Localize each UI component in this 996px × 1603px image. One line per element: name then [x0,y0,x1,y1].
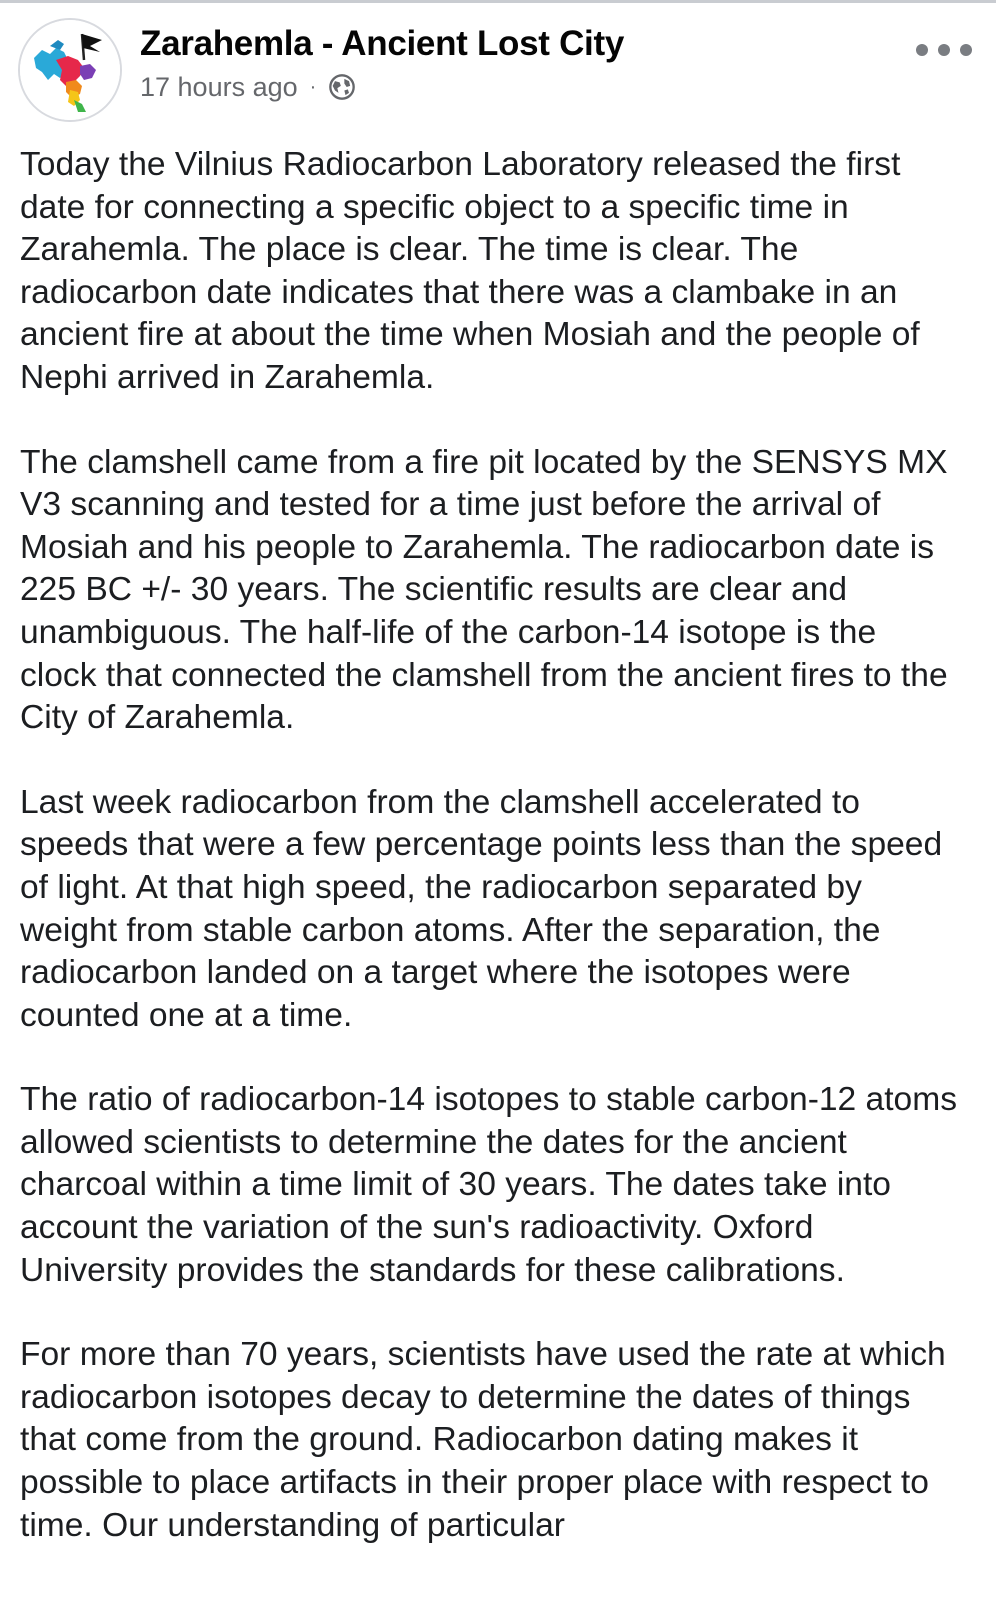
post-header [18,14,978,126]
post-paragraph: Last week radiocarbon from the clamshell accelerated to speeds that were a few percentage points less than the speed of light. At that high speed, the radiocarbon separated by weight from stable carbon atoms. After the separation, the radiocarbon landed on a target where the isotopes were counted one at a time. [20,783,943,1034]
globe-icon[interactable] [328,73,356,101]
page-name-link[interactable]: Zarahemla - Ancient Lost City [140,24,624,63]
post-body [20,144,960,1589]
post-timestamp[interactable]: 17 hours ago [140,71,298,102]
top-divider [0,0,996,3]
more-options-icon [916,44,928,56]
map-logo-icon [20,20,120,120]
more-options-icon [960,44,972,56]
more-options-button[interactable] [916,38,972,62]
page-avatar[interactable] [18,18,122,122]
more-options-icon [938,44,950,56]
post-paragraph: For more than 70 years, scientists have used the rate at which radiocarbon isotopes decay to determine the dates of things that come from the ground. Radiocarbon dating makes it possible to place artifacts in their proper place with respect to time. Our understanding of particular [20,1336,946,1544]
post-paragraph: The ratio of radiocarbon-14 isotopes to stable carbon-12 atoms allowed scientists to determine the dates for the ancient charcoal within a time limit of 30 years. The dates take into account the variation of the sun's radioactivity. Oxford University provides the standards for these calibrations. [20,1081,957,1289]
post-paragraph: The clamshell came from a fire pit located by the SENSYS MX V3 scanning and tested for a time just before the arrival of Mosiah and his people to Zarahemla. The radiocarbon date is 225 BC +/- 30 years. The scientific results are clear and unambiguous. The half-life of the carbon-14 isotope is the clock that connected the clamshell from the ancient fires to the City of Zarahemla. [20,443,948,737]
meta-separator: · [309,75,317,98]
post-paragraph: Today the Vilnius Radiocarbon Laboratory released the first date for connecting a specific object to a specific time in Zarahemla. The place is clear. The time is clear. The radiocarbon date indicates that there was a clambake in an ancient fire at about the time when Mosiah and the people of Nephi arrived in Zarahemla. [20,146,920,396]
post-meta [140,70,356,104]
